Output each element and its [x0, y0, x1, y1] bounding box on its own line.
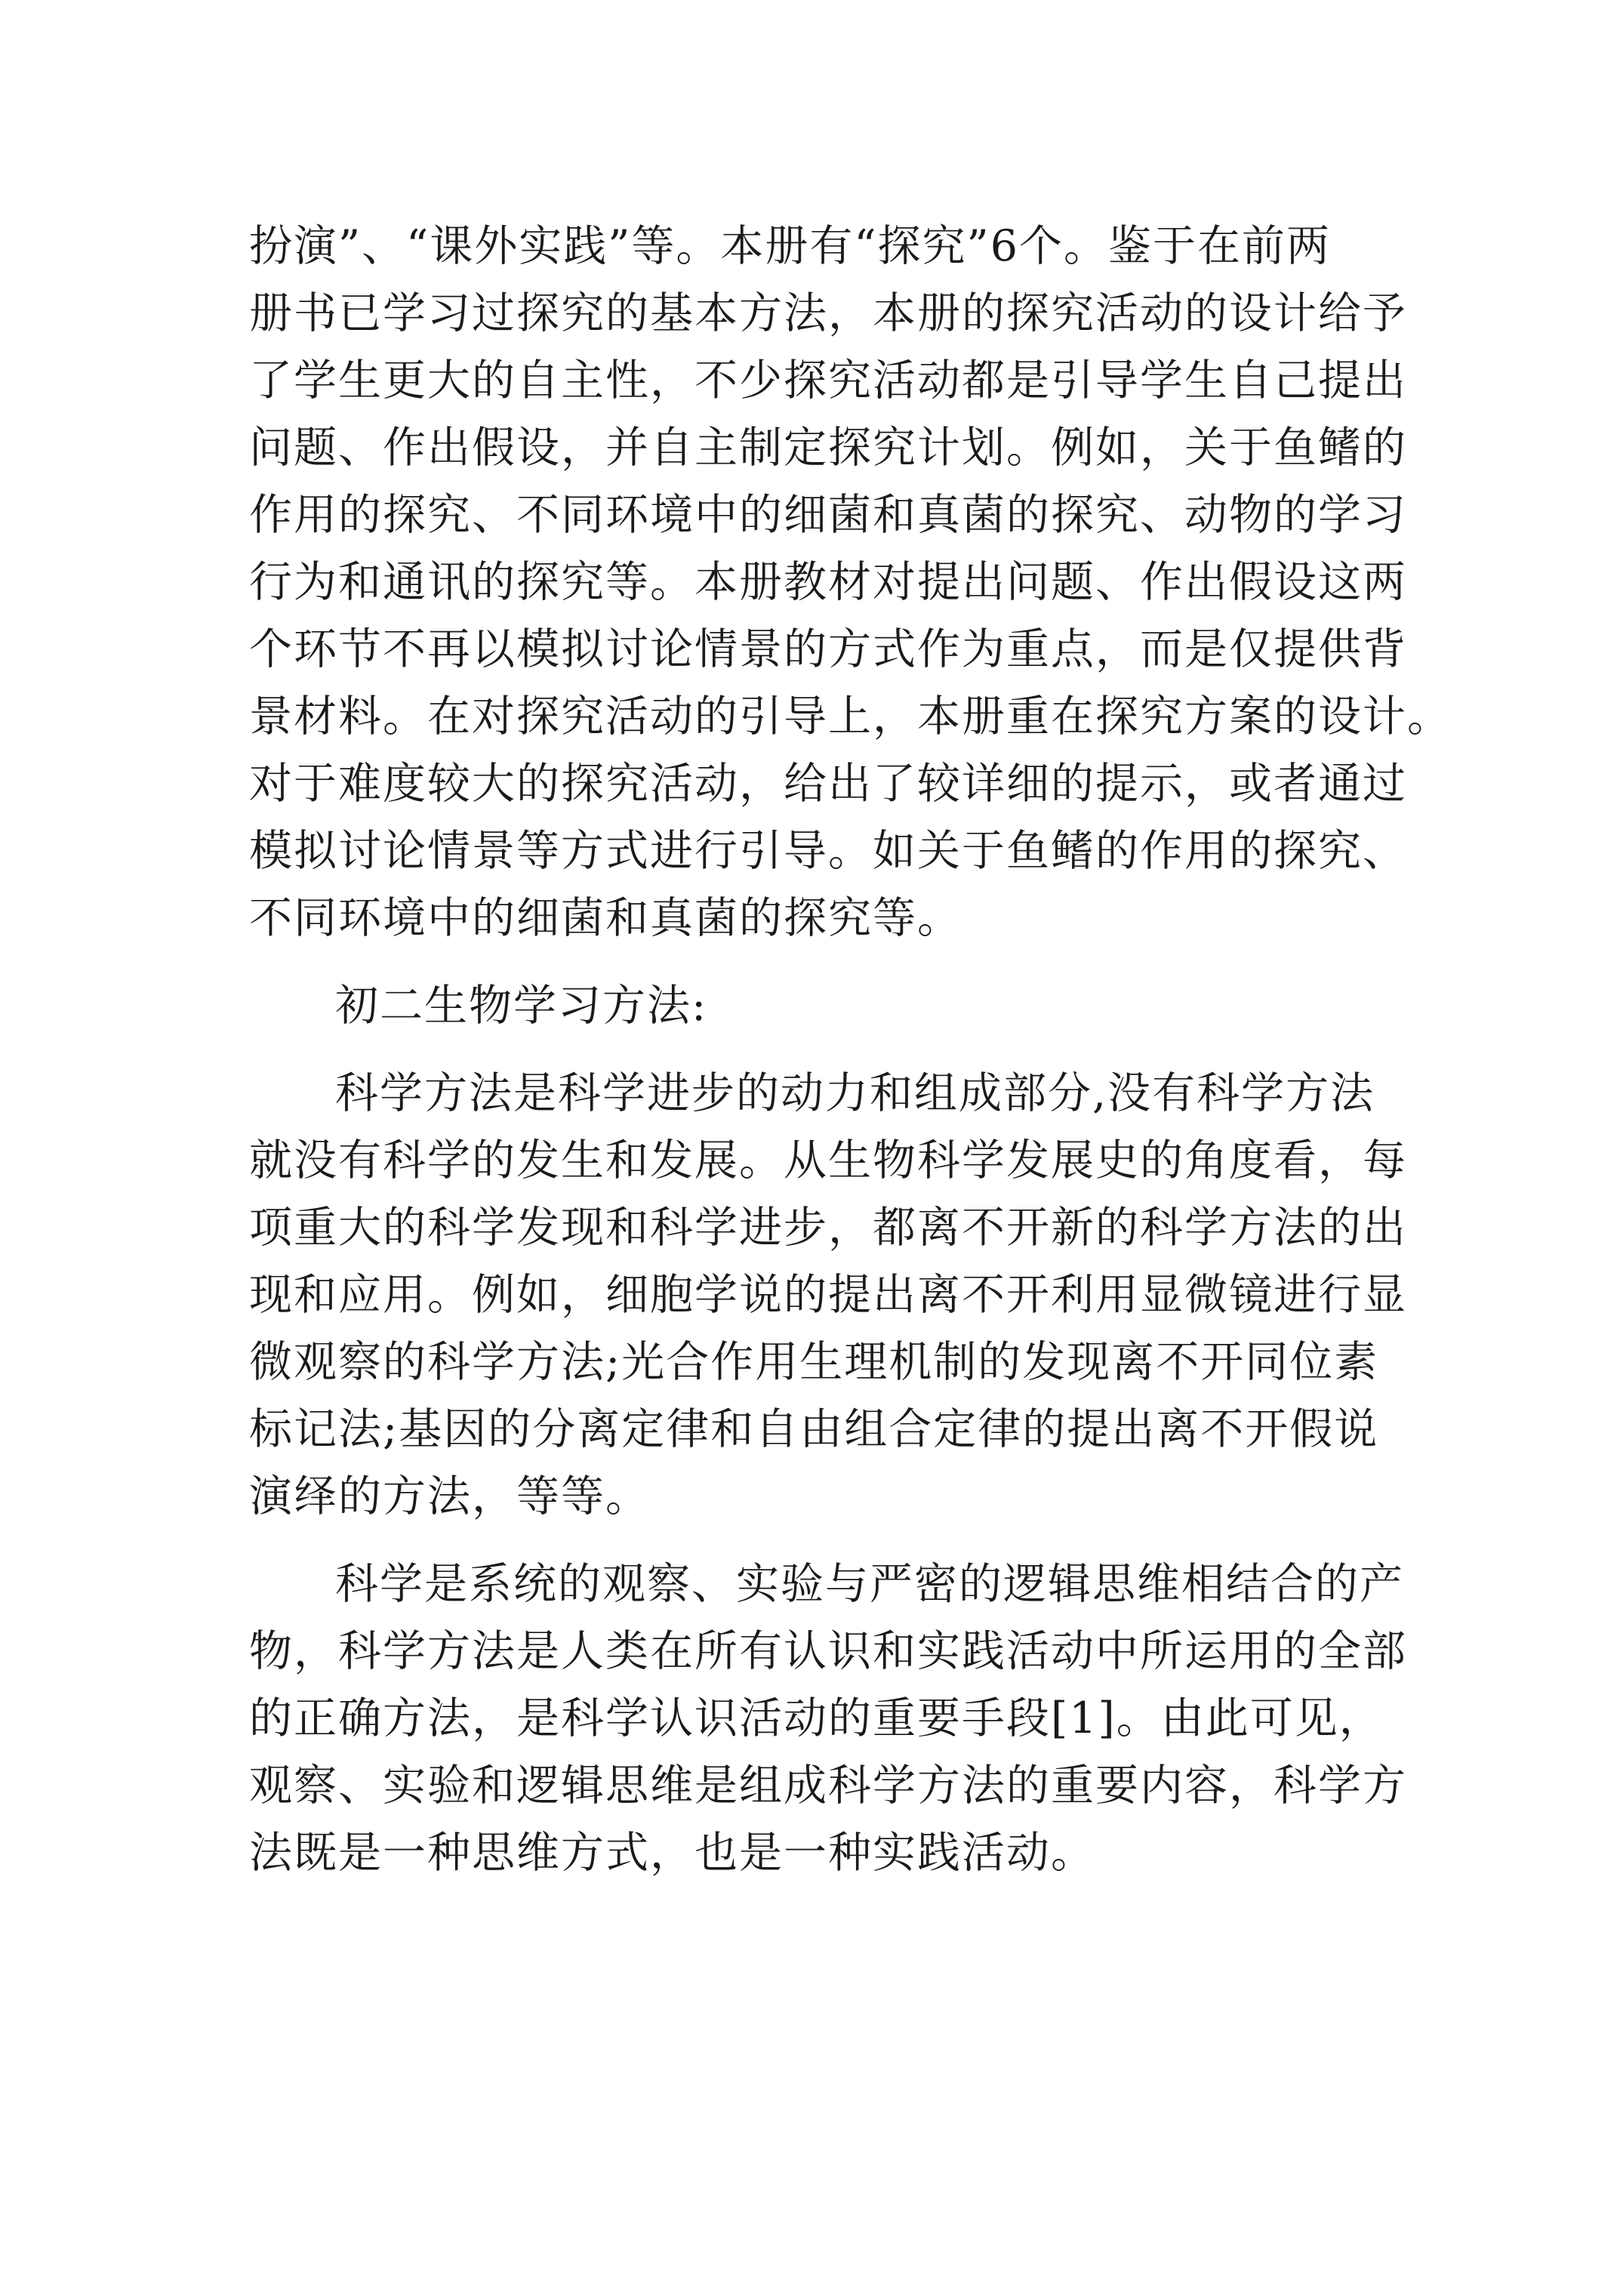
paragraph-line: 了学生更大的自主性，不少探究活动都是引导学生自己提出	[249, 356, 1407, 405]
paragraph-2	[249, 1060, 1407, 1530]
paragraph-line: 扮演”、“课外实践”等。本册有“探究”6个。鉴于在前两	[249, 221, 1331, 271]
section-heading: 初二生物学习方法:	[335, 981, 708, 1031]
paragraph-line: 演绎的方法，等等。	[249, 1472, 650, 1521]
paragraph-line: 就没有科学的发生和发展。从生物科学发展史的角度看，每	[249, 1136, 1407, 1185]
document-body	[249, 213, 1452, 1887]
paragraph-line: 科学是系统的观察、实验与严密的逻辑思维相结合的产	[335, 1559, 1404, 1609]
paragraph-line: 现和应用。例如，细胞学说的提出离不开利用显微镜进行显	[249, 1270, 1407, 1320]
paragraph-line: 模拟讨论情景等方式进行引导。如关于鱼鳍的作用的探究、	[249, 826, 1407, 876]
paragraph-line: 观察、实验和逻辑思维是组成科学方法的重要内容，科学方	[249, 1761, 1407, 1811]
paragraph-line: 微观察的科学方法;光合作用生理机制的发现离不开同位素	[249, 1337, 1379, 1387]
paragraph-line: 个环节不再以模拟讨论情景的方式作为重点，而是仅提供背	[249, 624, 1407, 674]
paragraph-line: 不同环境中的细菌和真菌的探究等。	[249, 893, 962, 943]
paragraph-line: 册书已学习过探究的基本方法，本册的探究活动的设计给予	[249, 288, 1407, 338]
paragraph-line: 科学方法是科学进步的动力和组成部分,没有科学方法	[335, 1068, 1375, 1118]
paragraph-line: 行为和通讯的探究等。本册教材对提出问题、作出假设这两	[249, 557, 1407, 607]
paragraph-line: 作用的探究、不同环境中的细菌和真菌的探究、动物的学习	[249, 490, 1407, 540]
paragraph-line: 对于难度较大的探究活动，给出了较详细的提示，或者通过	[249, 759, 1407, 809]
paragraph-line: 问题、作出假设，并自主制定探究计划。例如，关于鱼鳍的	[249, 423, 1407, 473]
paragraph-1	[249, 213, 1452, 952]
paragraph-line: 标记法;基因的分离定律和自由组合定律的提出离不开假说	[249, 1404, 1379, 1454]
paragraph-line: 法既是一种思维方式，也是一种实践活动。	[249, 1828, 1095, 1878]
paragraph-line: 物，科学方法是人类在所有认识和实践活动中所运用的全部	[249, 1626, 1407, 1676]
paragraph-line: 的正确方法，是科学认识活动的重要手段[1]。由此可见，	[249, 1693, 1384, 1743]
paragraph-3	[249, 1551, 1407, 1887]
paragraph-line: 景材料。在对探究活动的引导上，本册重在探究方案的设计。	[249, 692, 1452, 741]
paragraph-line: 项重大的科学发现和科学进步，都离不开新的科学方法的出	[249, 1203, 1407, 1253]
